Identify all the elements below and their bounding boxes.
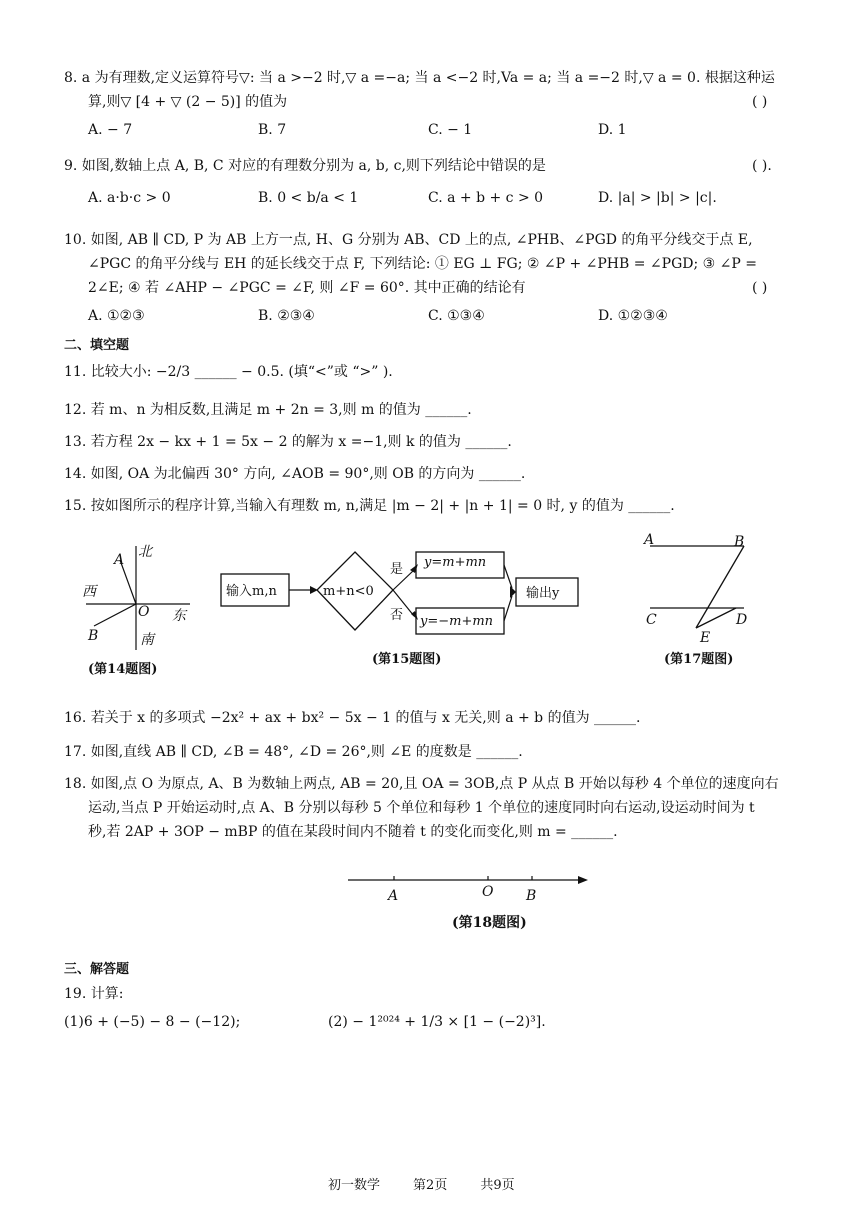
fig14-point-o: O bbox=[138, 604, 150, 620]
fig15-output-box: 输出y bbox=[526, 586, 560, 601]
fig18-point-o: O bbox=[482, 884, 494, 900]
q18-line3: 秒,若 2AP + 3OP − mBP 的值在某段时间内不随着 t 的变化而变化,则 m = ______. bbox=[88, 824, 618, 840]
q17: 17. 如图,直线 AB ∥ CD, ∠B = 48°, ∠D = 26°,则 ∠E 的度数是 ______. bbox=[64, 744, 523, 760]
fig17-point-c: C bbox=[646, 612, 657, 628]
fig14-west: 西 bbox=[82, 584, 96, 600]
fig15-condition: m+n<0 bbox=[323, 584, 374, 599]
fig14-point-b: B bbox=[88, 628, 99, 644]
q8-option-b: B. 7 bbox=[258, 122, 287, 138]
q9-option-b: B. 0 < b/a < 1 bbox=[258, 190, 359, 206]
fig14-point-a: A bbox=[114, 552, 125, 568]
section-heading-solve: 三、解答题 bbox=[64, 962, 130, 977]
fig17-point-e: E bbox=[700, 630, 711, 646]
q19-part2: (2) − 1²⁰²⁴ + 1/3 × [1 − (−2)³]. bbox=[328, 1014, 546, 1030]
q9-line1: 9. 如图,数轴上点 A, B, C 对应的有理数分别为 a, b, c,则下列结论中错误的是 bbox=[64, 158, 546, 174]
fig15-bottom-formula: y=−m+mn bbox=[420, 614, 494, 629]
fig15-caption: (第15题图) bbox=[372, 652, 442, 667]
fig14-east: 东 bbox=[172, 608, 186, 624]
q12: 12. 若 m、n 为相反数,且满足 m + 2n = 3,则 m 的值为 ______. bbox=[64, 402, 472, 418]
fig18-point-b: B bbox=[526, 888, 537, 904]
q10-line2: ∠PGC 的角平分线与 EH 的延长线交于点 F, 下列结论: ① EG ⊥ FG; ② ∠P + ∠PHB = ∠PGD; ③ ∠P = bbox=[88, 256, 757, 272]
page-footer: 初一数学 第2页 共9页 bbox=[328, 1178, 515, 1193]
q16: 16. 若关于 x 的多项式 −2x² + ax + bx² − 5x − 1 的值与 x 无关,则 a + b 的值为 ______. bbox=[64, 710, 641, 726]
fig18-point-a: A bbox=[388, 888, 399, 904]
q19-title: 19. 计算: bbox=[64, 986, 124, 1002]
fig17-caption: (第17题图) bbox=[664, 652, 734, 667]
fig15-top-formula: y=m+mn bbox=[424, 555, 487, 570]
q8-option-a: A. − 7 bbox=[88, 122, 133, 138]
q8-option-c: C. − 1 bbox=[428, 122, 473, 138]
q8-line2: 算,则▽ [4 + ▽ (2 − 5)] 的值为 bbox=[88, 94, 288, 110]
q10-paren: ( ) bbox=[752, 280, 768, 296]
q10-option-a: A. ①②③ bbox=[88, 308, 145, 324]
fig14-north: 北 bbox=[138, 544, 152, 560]
q8-line1: 8. a 为有理数,定义运算符号▽: 当 a >−2 时,▽ a =−a; 当 a <−2 时,Va = a; 当 a =−2 时,▽ a = 0. 根据这种运 bbox=[64, 70, 775, 86]
q9-option-d: D. |a| > |b| > |c|. bbox=[598, 190, 717, 206]
q10-option-c: C. ①③④ bbox=[428, 308, 485, 324]
q9-paren: ( ). bbox=[752, 158, 772, 174]
q10-option-b: B. ②③④ bbox=[258, 308, 315, 324]
q13: 13. 若方程 2x − kx + 1 = 5x − 2 的解为 x =−1,则 k 的值为 ______. bbox=[64, 434, 512, 450]
q10-option-d: D. ①②③④ bbox=[598, 308, 668, 324]
fig17-point-d: D bbox=[736, 612, 748, 628]
fig17-point-a: A bbox=[644, 532, 655, 548]
figure-18-number-line bbox=[346, 870, 592, 890]
fig18-caption: (第18题图) bbox=[452, 915, 527, 931]
q10-line3: 2∠E; ④ 若 ∠AHP − ∠PGC = ∠F, 则 ∠F = 60°. 其中正确的结论有 bbox=[88, 280, 526, 296]
fig14-caption: (第14题图) bbox=[88, 662, 158, 677]
fig15-input-box: 输入m,n bbox=[226, 584, 277, 599]
q18-line2: 运动,当点 P 开始运动时,点 A、B 分别以每秒 5 个单位和每秒 1 个单位的速度同时向右运动,设运动时间为 t bbox=[88, 800, 755, 816]
q15: 15. 按如图所示的程序计算,当输入有理数 m, n,满足 |m − 2| + |n + 1| = 0 时, y 的值为 ______. bbox=[64, 498, 675, 514]
q11: 11. 比较大小: −2/3 ______ − 0.5. (填“<”或 “>” ). bbox=[64, 364, 393, 380]
q8-paren: ( ) bbox=[752, 94, 768, 110]
fig17-point-b: B bbox=[734, 534, 745, 550]
fig15-yes-label: 是 bbox=[390, 562, 404, 577]
q19-part1: (1)6 + (−5) − 8 − (−12); bbox=[64, 1014, 241, 1030]
q18-line1: 18. 如图,点 O 为原点, A、B 为数轴上两点, AB = 20,且 OA = 3OB,点 P 从点 B 开始以每秒 4 个单位的速度向右 bbox=[64, 776, 779, 792]
q9-option-a: A. a·b·c > 0 bbox=[88, 190, 171, 206]
q14: 14. 如图, OA 为北偏西 30° 方向, ∠AOB = 90°,则 OB 的方向为 ______. bbox=[64, 466, 526, 482]
q10-line1: 10. 如图, AB ∥ CD, P 为 AB 上方一点, H、G 分别为 AB、CD 上的点, ∠PHB、∠PGD 的角平分线交于点 E, bbox=[64, 232, 753, 248]
fig14-south: 南 bbox=[140, 632, 154, 648]
fig15-no-label: 否 bbox=[390, 608, 404, 623]
section-heading-fill-blank: 二、填空题 bbox=[64, 338, 130, 353]
q9-option-c: C. a + b + c > 0 bbox=[428, 190, 544, 206]
q8-option-d: D. 1 bbox=[598, 122, 627, 138]
